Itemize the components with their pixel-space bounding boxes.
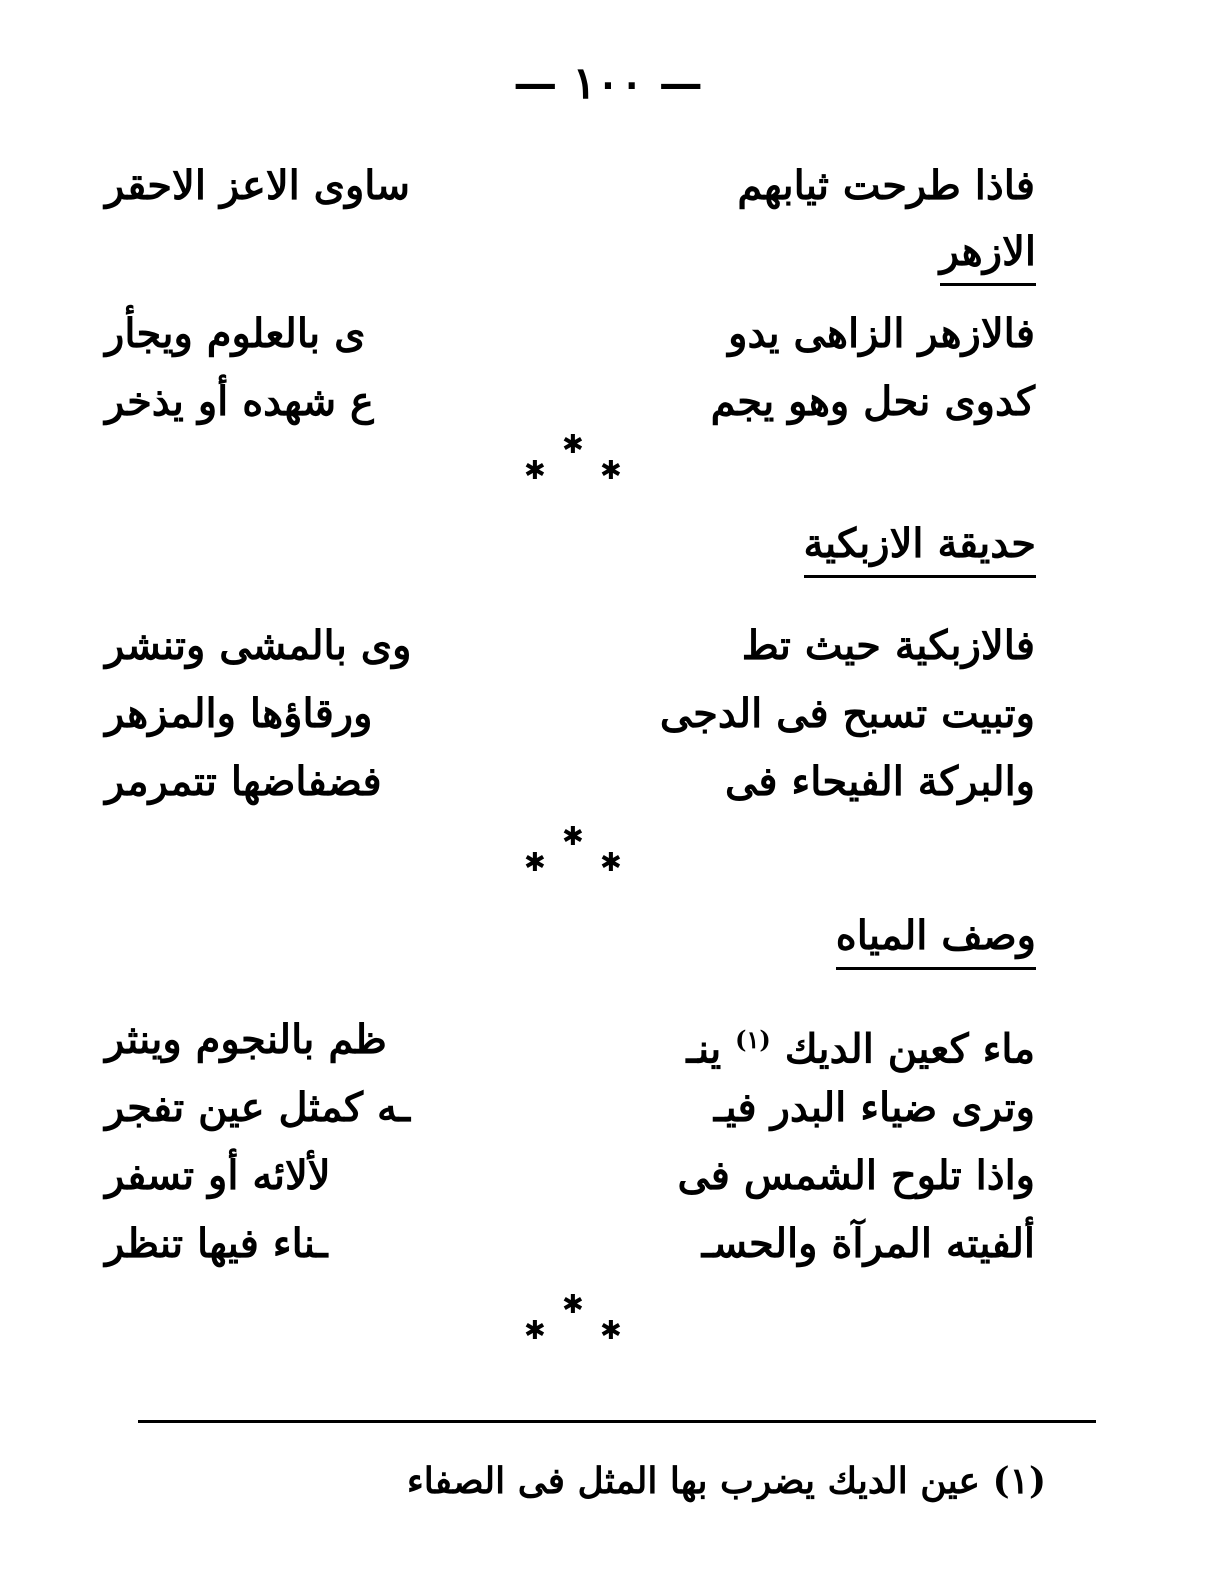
stanza-1-cont — [105, 300, 1035, 436]
hemistich-left: ورقاؤها والمزهر — [105, 690, 373, 737]
hemistich-right — [686, 1006, 1035, 1074]
star-icon: ✱ — [524, 1316, 546, 1346]
star-icon: ✱ — [524, 456, 546, 486]
hemistich-left: ساوى الاعز الاحقر — [105, 162, 410, 209]
star-icon: ✱ — [562, 430, 584, 460]
footnote-divider — [138, 1420, 1096, 1423]
hemistich-right: وترى ضياء البدر فيـ — [713, 1084, 1035, 1131]
hemistich-left: ـناء فيها تنظر — [105, 1220, 328, 1267]
star-icon: ✱ — [562, 822, 584, 852]
verse — [105, 368, 1035, 436]
hemistich-left: وى بالمشى وتنشر — [105, 622, 412, 669]
page-number: — ١٠٠ — — [513, 58, 703, 109]
hemistich-text: ماء كعين الديك — [784, 1025, 1035, 1073]
hemistich-right: فالازهر الزاهى يدو — [728, 310, 1035, 357]
hemistich-right: وتبيت تسبح فى الدجى — [659, 690, 1035, 737]
footnote: (١) عين الديك يضرب بها المثل فى الصفاء — [406, 1460, 1046, 1502]
verse — [105, 1006, 1035, 1074]
hemistich-left: ى بالعلوم ويجأر — [105, 310, 366, 357]
verse — [105, 612, 1035, 680]
star-icon: ✱ — [524, 848, 546, 878]
verse — [105, 1142, 1035, 1210]
section-heading-water: وصف المياه — [836, 912, 1036, 970]
verse — [105, 748, 1035, 816]
hemistich-right: فاذا طرحت ثيابهم — [737, 162, 1035, 209]
verse — [105, 1210, 1035, 1278]
hemistich-right: ألفيته المرآة والحسـ — [701, 1220, 1035, 1267]
verse — [105, 1074, 1035, 1142]
hemistich-right: والبركة الفيحاء فى — [725, 758, 1035, 805]
hemistich-right: كدوى نحل وهو يجم — [710, 378, 1035, 425]
hemistich-left: لألائه أو تسفر — [105, 1152, 331, 1199]
hemistich-left: فضفاضها تتمرمر — [105, 758, 382, 805]
star-icon: ✱ — [600, 456, 622, 486]
hemistich-right: فالازبكية حيث تط — [741, 622, 1035, 669]
hemistich-left: ـه كمثل عين تفجر — [105, 1084, 411, 1131]
star-icon: ✱ — [562, 1290, 584, 1320]
stanza-2 — [105, 612, 1035, 816]
continuation-word: الازهر — [940, 228, 1036, 286]
stanza-3 — [105, 1006, 1035, 1278]
footnote-marker: (١) — [735, 1025, 771, 1054]
asterism-separator — [512, 432, 632, 492]
asterism-separator — [512, 824, 632, 884]
star-icon: ✱ — [600, 848, 622, 878]
stanza-1 — [105, 152, 1035, 220]
hemistich-right: واذا تلوح الشمس فى — [677, 1152, 1035, 1199]
verse — [105, 680, 1035, 748]
verse — [105, 152, 1035, 220]
hemistich-text: ينـ — [686, 1025, 722, 1073]
asterism-separator — [512, 1292, 632, 1352]
section-heading-azbakiyya: حديقة الازبكية — [804, 520, 1036, 578]
hemistich-left: ع شهده أو يذخر — [105, 378, 374, 425]
hemistich-left: ظم بالنجوم وينثر — [105, 1016, 387, 1063]
verse — [105, 300, 1035, 368]
star-icon: ✱ — [600, 1316, 622, 1346]
